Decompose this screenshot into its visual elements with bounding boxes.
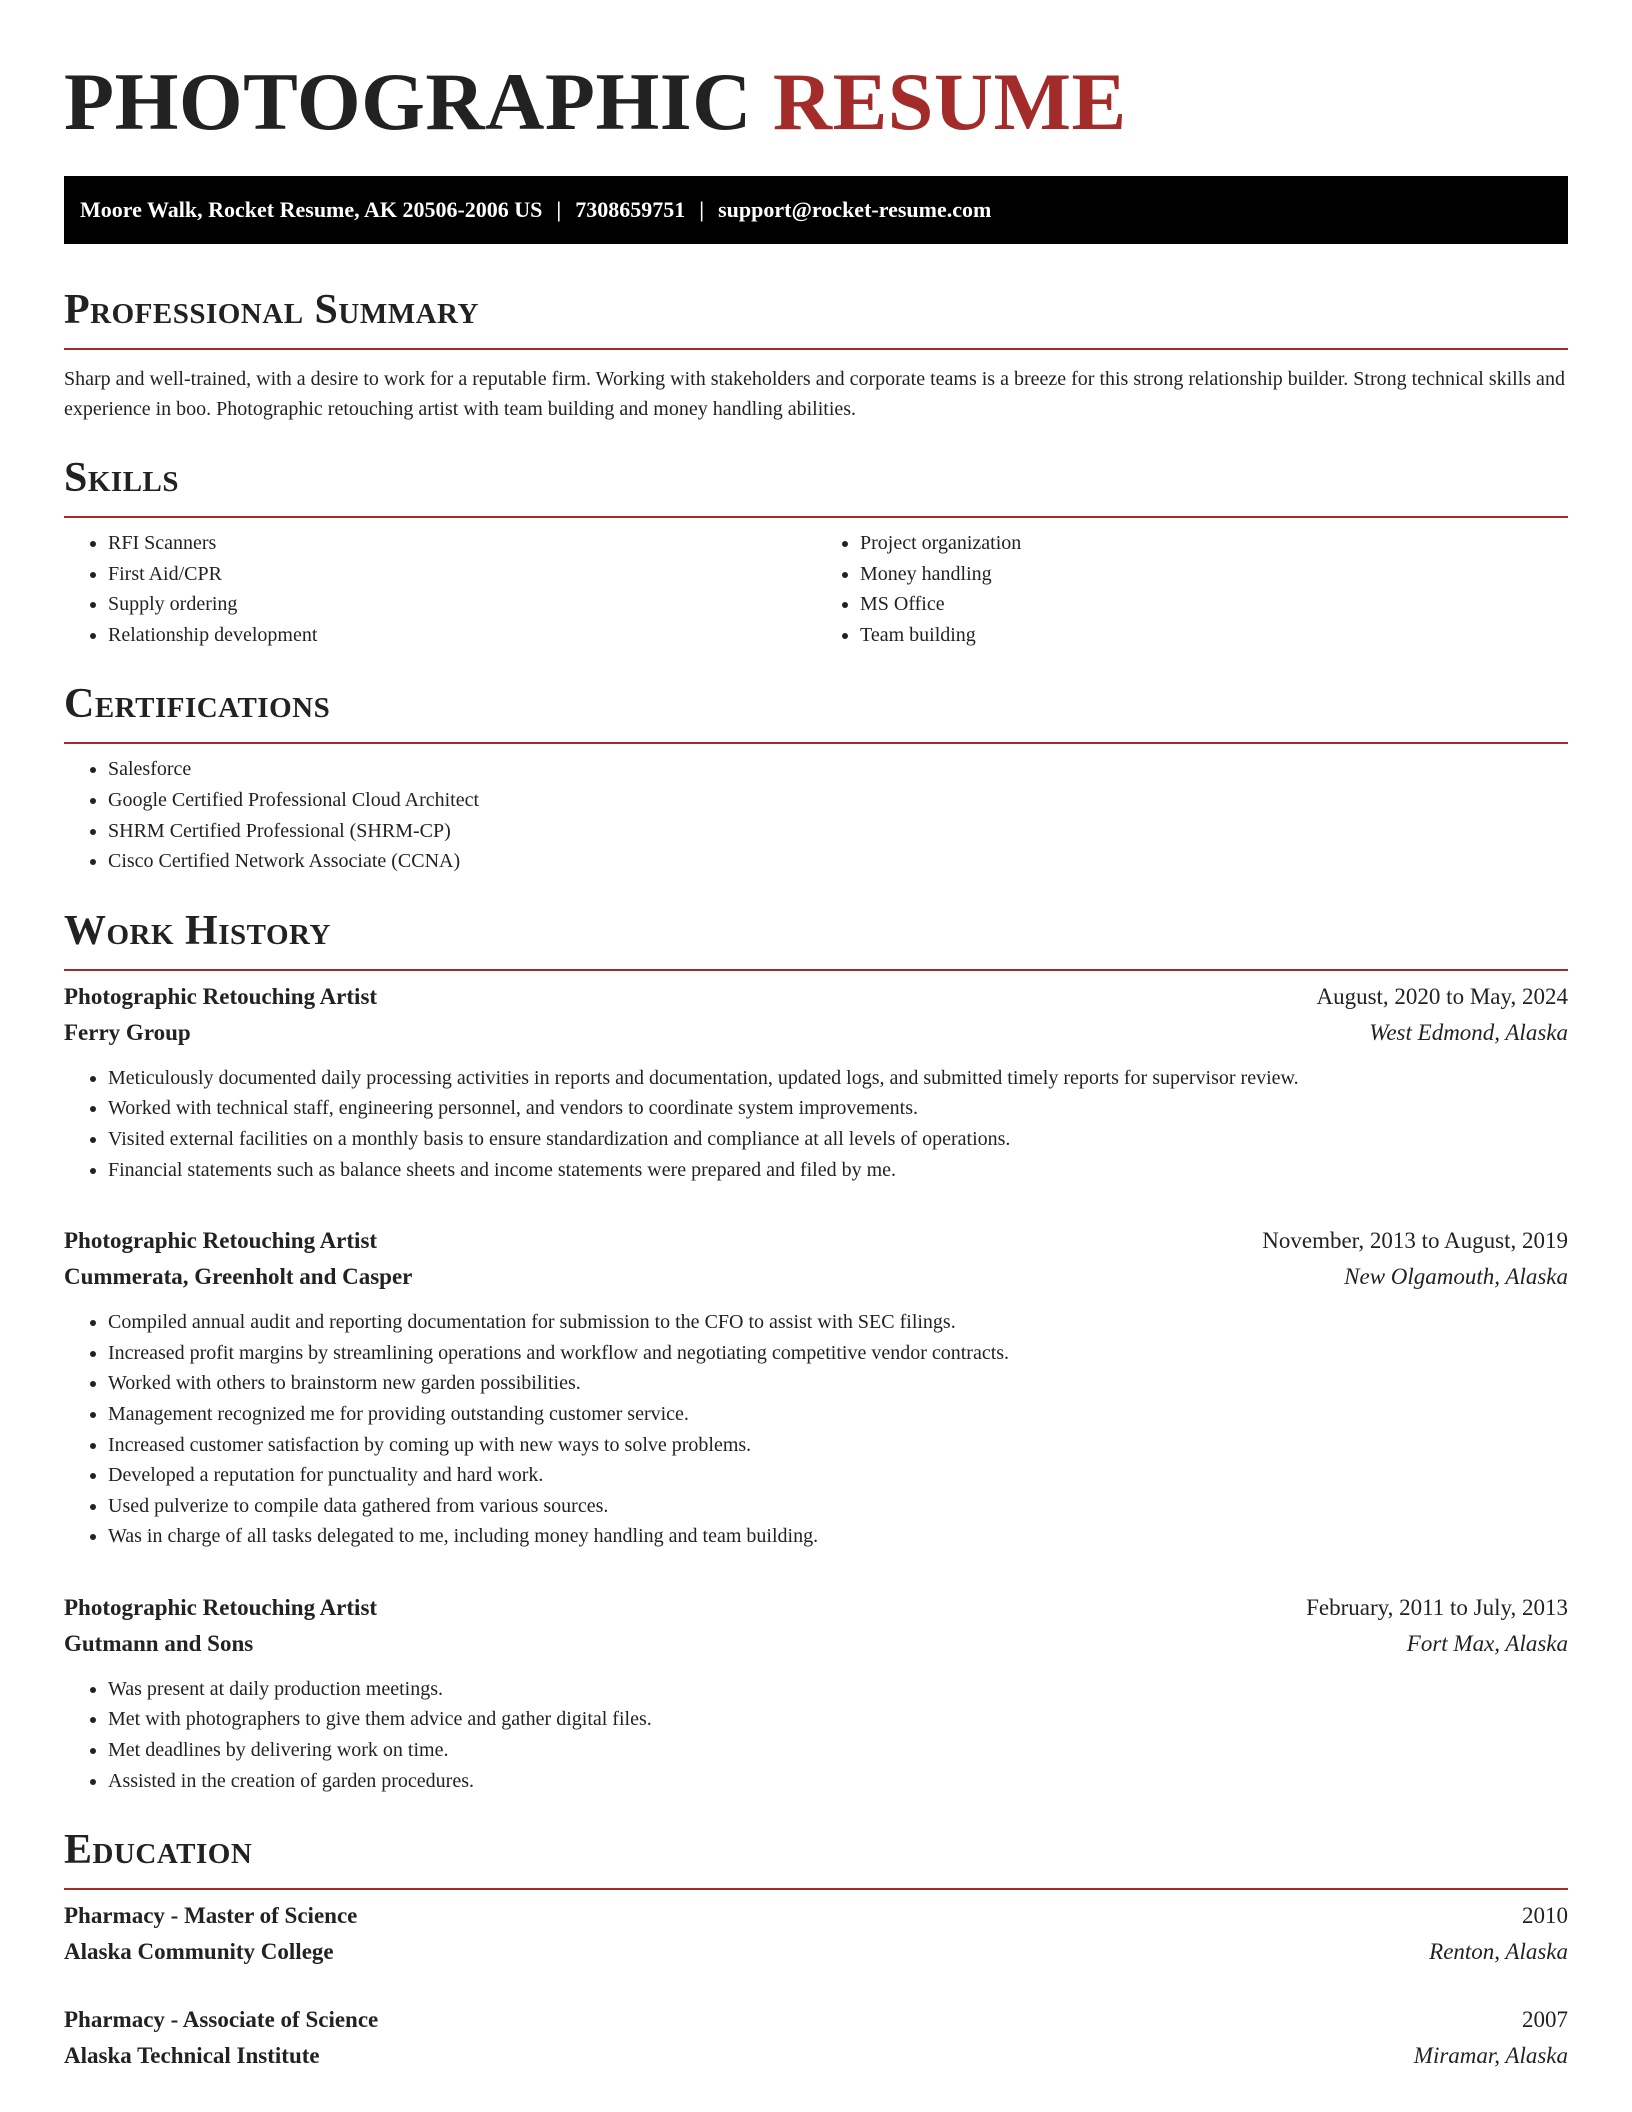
certifications-list [64, 754, 1568, 876]
education-location: Miramar, Alaska [1413, 2043, 1568, 2069]
job-company: Gutmann and Sons [64, 1630, 254, 1656]
summary-heading: Professional Summary [64, 287, 479, 333]
job-location: New Olgamouth, Alaska [1344, 1264, 1568, 1290]
job-bullet: • Met with photographers to give them advice and gather digital files. [108, 1704, 1568, 1735]
job-bullet: • Meticulously documented daily processing activities in reports and documentation, updated logs, and submitted timely reports for supervisor review. [108, 1063, 1568, 1094]
job-bullets [64, 1307, 1568, 1552]
title-accent: RESUME [772, 56, 1127, 147]
job-company: Ferry Group [64, 1019, 191, 1045]
job-bullet: • Was present at daily production meetings. [108, 1674, 1568, 1705]
job-entry [64, 1223, 1568, 1552]
job-bullet: • Assisted in the creation of garden procedures. [108, 1766, 1568, 1797]
job-title: Photographic Retouching Artist [64, 983, 378, 1009]
contact-separator: | [699, 197, 705, 222]
skill-item: • Team building [860, 620, 1568, 651]
certifications-heading: Certifications [64, 681, 331, 728]
job-company-row [64, 1259, 1568, 1295]
job-company-row [64, 1015, 1568, 1051]
education-year: 2010 [1522, 1903, 1568, 1929]
education-school: Alaska Technical Institute [64, 2043, 320, 2069]
job-bullet: • Increased customer satisfaction by coming up with new ways to solve problems. [108, 1430, 1568, 1461]
education-school-row [64, 1934, 1568, 1970]
job-dates: November, 2013 to August, 2019 [1262, 1228, 1568, 1254]
job-bullet: • Visited external facilities on a monthly basis to ensure standardization and compliance at all levels of operations. [108, 1124, 1568, 1155]
education-school-row [64, 2038, 1568, 2074]
summary-text: Sharp and well-trained, with a desire to work for a reputable firm. Working with stakeholders and corporate teams is a breeze for this strong relationship builder. Strong technical skills and experience in boo. Photographic retouching artist with team building and money handling abilities. [64, 368, 1565, 420]
skills-list-right [816, 528, 1568, 650]
skill-item: • Supply ordering [108, 589, 816, 620]
certification-item: • Cisco Certified Network Associate (CCNA) [108, 846, 1568, 877]
job-bullet: • Met deadlines by delivering work on time. [108, 1735, 1568, 1766]
education-year: 2007 [1522, 2007, 1568, 2033]
skills-heading: Skills [64, 455, 180, 501]
job-bullet: • Was in charge of all tasks delegated to me, including money handling and team building. [108, 1521, 1568, 1552]
job-location: Fort Max, Alaska [1406, 1630, 1568, 1656]
work-history-heading: Work History [64, 907, 331, 954]
contact-bar [64, 176, 1568, 244]
skill-item: • First Aid/CPR [108, 559, 816, 590]
skills-list-left [64, 528, 816, 650]
education-entry [64, 1898, 1568, 1970]
job-bullet: • Developed a reputation for punctuality and hard work. [108, 1460, 1568, 1491]
certification-item: • SHRM Certified Professional (SHRM-CP) [108, 816, 1568, 847]
job-bullets [64, 1674, 1568, 1796]
job-title: Photographic Retouching Artist [64, 1228, 378, 1254]
education-degree: Pharmacy - Master of Science [64, 1903, 358, 1929]
job-company-row [64, 1626, 1568, 1662]
job-entry [64, 979, 1568, 1185]
title-main: PHOTOGRAPHIC [64, 56, 752, 147]
contact-phone: 7308659751 [575, 197, 686, 222]
skill-item: • RFI Scanners [108, 528, 816, 559]
job-header-row [64, 1223, 1568, 1259]
job-bullet: • Management recognized me for providing outstanding customer service. [108, 1399, 1568, 1430]
contact-address: Moore Walk, Rocket Resume, AK 20506-2006 US [80, 197, 543, 222]
education-header-row [64, 2002, 1568, 2038]
skill-item: • MS Office [860, 589, 1568, 620]
job-location: West Edmond, Alaska [1369, 1019, 1568, 1045]
education-header-row [64, 1898, 1568, 1934]
job-bullet: • Increased profit margins by streamlining operations and workflow and negotiating competitive vendor contracts. [108, 1338, 1568, 1369]
job-bullet: • Worked with technical staff, engineering personnel, and vendors to coordinate system improvements. [108, 1093, 1568, 1124]
job-bullets [64, 1063, 1568, 1185]
job-entry [64, 1590, 1568, 1796]
job-dates: February, 2011 to July, 2013 [1306, 1594, 1568, 1620]
skill-item: • Money handling [860, 559, 1568, 590]
job-company: Cummerata, Greenholt and Casper [64, 1264, 413, 1290]
education-location: Renton, Alaska [1429, 1939, 1568, 1965]
education-entry [64, 2002, 1568, 2074]
education-school: Alaska Community College [64, 1939, 334, 1965]
job-bullet: • Financial statements such as balance sheets and income statements were prepared and filed by me. [108, 1155, 1568, 1186]
job-bullet: • Used pulverize to compile data gathered from various sources. [108, 1491, 1568, 1522]
skill-item: • Project organization [860, 528, 1568, 559]
skill-item: • Relationship development [108, 620, 816, 651]
job-bullet: • Compiled annual audit and reporting documentation for submission to the CFO to assist with SEC filings. [108, 1307, 1568, 1338]
job-title: Photographic Retouching Artist [64, 1594, 378, 1620]
certification-item: • Google Certified Professional Cloud Architect [108, 785, 1568, 816]
resume-title [64, 0, 1568, 152]
job-bullet: • Worked with others to brainstorm new garden possibilities. [108, 1368, 1568, 1399]
job-header-row [64, 979, 1568, 1015]
job-dates: August, 2020 to May, 2024 [1316, 983, 1568, 1009]
job-header-row [64, 1590, 1568, 1626]
education-heading: Education [64, 1827, 253, 1874]
skills-columns [64, 528, 1568, 650]
contact-separator: | [556, 197, 562, 222]
contact-email: support@rocket-resume.com [718, 197, 992, 222]
education-degree: Pharmacy - Associate of Science [64, 2007, 379, 2033]
certification-item: • Salesforce [108, 754, 1568, 785]
